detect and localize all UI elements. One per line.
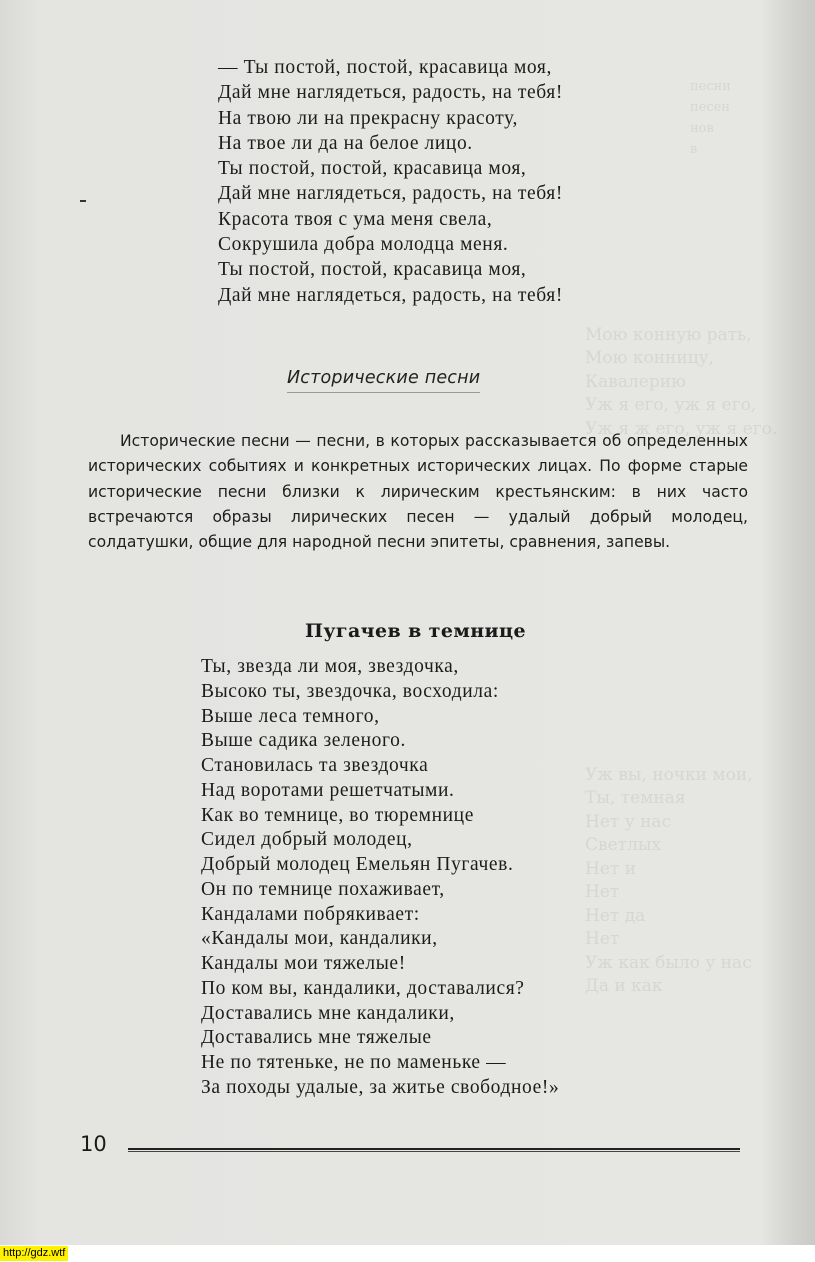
poem-body (201, 655, 559, 1101)
poem-line: Сидел добрый молодец, (201, 829, 413, 851)
verse-line: Сокрушила добра молодца меня. (218, 234, 509, 256)
poem-line: Добрый молодец Емельян Пугачев. (201, 854, 514, 875)
verse-line: Ты постой, постой, красавица моя, (218, 259, 527, 281)
verse-line: Дай мне наглядеться, радость, на тебя! (218, 183, 563, 205)
poem-line: Не по тятеньке, не по маменьке — (201, 1052, 507, 1073)
section-heading: Исторические песни (287, 368, 480, 393)
poem-line: «Кандалы мои, кандалики, (201, 928, 438, 950)
song-verse-top (218, 55, 563, 308)
poem-line: Над воротами решетчатыми. (201, 779, 455, 801)
bleed-through-text: Мою конную рать, Мою конницу, Кавалерию Уж я его, уж я его, Уж я ж его, уж я его. (585, 324, 778, 439)
poem-line: Кандалы мои тяжелые! (201, 953, 406, 974)
definition-paragraph: Исторические песни — песни, в которых рассказывается об определенных исторических событиях и конкретных исторических лицах. По форме старые исторические песни близки к лирическим крестьянским: в них часто встречаются образы лирических песен — удалый добрый молодец, солдатушки, общие для народной песни эпитеты, сравнения, запевы. (88, 432, 748, 552)
bleed-through-text: Уж вы, ночки мои, Ты, темная Нет у нас Светлых Нет и Нет Нет да Нет Уж как было у нас Да и как (585, 764, 753, 996)
verse-line: Дай мне наглядеться, радость, на тебя! (218, 82, 563, 104)
verse-line: На твою ли на прекрасну красоту, (218, 107, 519, 129)
footer-rule (128, 1148, 740, 1152)
poem-line: Выше леса темного, (201, 705, 380, 727)
poem-line: Как во темнице, во тюремнице (201, 804, 474, 826)
poem-line: По ком вы, кандалики, доставалися? (201, 977, 525, 999)
page-number: 10 (80, 1132, 107, 1156)
poem-line: Выше садика зеленого. (201, 730, 406, 752)
poem-line: Становилась та звездочка (201, 755, 429, 776)
poem-line: Доставались мне кандалики, (201, 1002, 455, 1024)
verse-line: На твое ли да на белое лицо. (218, 132, 473, 154)
poem-line: Ты, звезда ли моя, звездочка, (201, 656, 459, 677)
margin-mark (80, 200, 86, 202)
watermark-link[interactable]: http://gdz.wtf (0, 1246, 68, 1261)
poem-line: Высоко ты, звездочка, восходила: (201, 680, 499, 702)
poem-line: За походы удалые, за житье свободное!» (201, 1076, 560, 1098)
verse-line: Дай мне наглядеться, радость, на тебя! (218, 284, 563, 306)
poem-line: Он по темнице похаживает, (201, 878, 445, 900)
verse-line: Ты постой, постой, красавица моя, (218, 158, 527, 180)
poem-line: Доставались мне тяжелые (201, 1027, 432, 1049)
verse-line: Красота твоя с ума меня свела, (218, 208, 493, 230)
poem-title: Пугачев в темнице (305, 620, 526, 642)
poem-line: Кандалами побрякивает: (201, 903, 420, 925)
bleed-through-text: песни песен нов в (690, 79, 731, 157)
verse-line: — Ты постой, постой, красавица моя, (218, 57, 552, 78)
